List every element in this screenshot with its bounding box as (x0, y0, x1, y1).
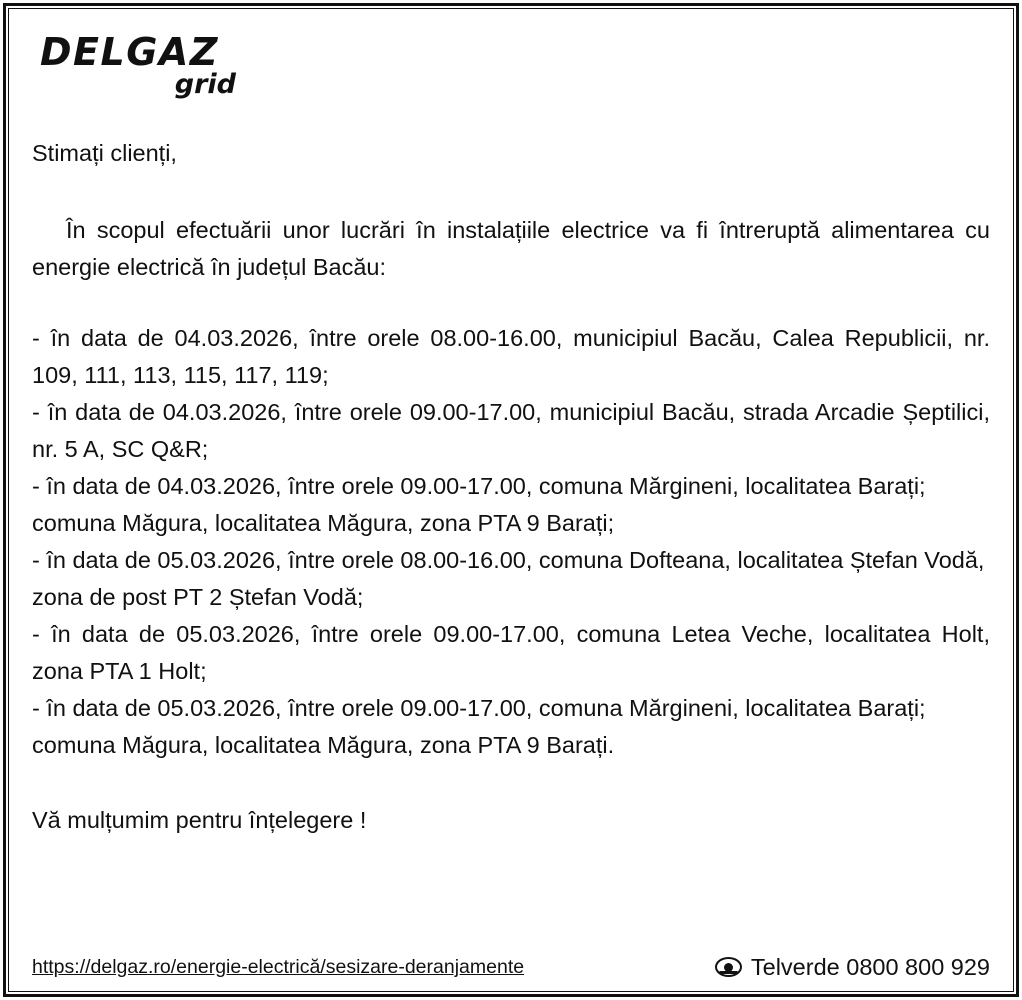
list-item (32, 320, 990, 394)
footer (32, 954, 990, 980)
list-item (32, 468, 990, 542)
list-item (32, 690, 990, 764)
salutation-text: Stimați clienți, (32, 140, 177, 166)
outage-text: - în data de 05.03.2026, între orele 09.00-17.00, comuna Letea Veche, localitatea Holt, zona PTA 1 Holt; (32, 621, 990, 684)
outage-text: - în data de 05.03.2026, între orele 09.00-17.00, comuna Mărgineni, localitatea Barați; comuna Măgura, localitatea Măgura, zona PTA 9 Barați. (32, 695, 926, 758)
outage-text: - în data de 05.03.2026, între orele 08.00-16.00, comuna Dofteana, localitatea Ștefan Vodă, zona de post PT 2 Ștefan Vodă; (32, 547, 985, 610)
notice-content (14, 14, 1008, 986)
logo-wordmark: DELGAZ (40, 30, 219, 74)
delgaz-grid-logo (40, 32, 240, 100)
telverde-contact (715, 954, 990, 980)
intro-paragraph: În scopul efectuării unor lucrări în instalațiile electrice va fi întreruptă alimentarea cu energie electrică în județul Bacău: (32, 217, 990, 280)
list-item (32, 542, 990, 616)
list-item (32, 394, 990, 468)
list-item (32, 616, 990, 690)
telephone-icon (715, 957, 742, 977)
outage-text: - în data de 04.03.2026, între orele 09.00-17.00, comuna Mărgineni, localitatea Barați; comuna Măgura, localitatea Măgura, zona PTA 9 Barați; (32, 473, 926, 536)
outage-list (32, 320, 990, 764)
outage-text: - în data de 04.03.2026, între orele 08.00-16.00, municipiul Bacău, Calea Republicii, nr. 109, 111, 113, 115, 117, 119; (32, 325, 990, 388)
closing-text: Vă mulțumim pentru înțelegere ! (32, 807, 367, 833)
telverde-label: Telverde 0800 800 929 (750, 954, 990, 980)
report-outage-link[interactable]: https://delgaz.ro/energie-electrică/sesizare-deranjamente (32, 956, 525, 978)
outage-text: - în data de 04.03.2026, între orele 09.00-17.00, municipiul Bacău, strada Arcadie Șeptilici, nr. 5 A, SC Q&R; (32, 399, 990, 462)
logo-tagline: grid (174, 69, 236, 100)
